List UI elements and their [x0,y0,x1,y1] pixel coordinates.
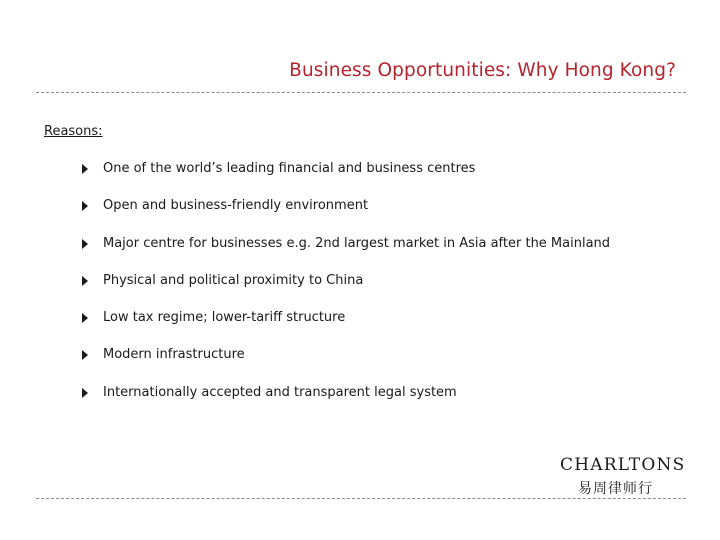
list-item [82,235,610,272]
list-item [82,272,610,309]
bullet-triangle-icon [82,313,88,323]
bullet-triangle-icon [82,201,88,211]
list-item [82,197,610,234]
logo-name-chinese: 易周律师行 [578,481,653,497]
reason-text: Modern infrastructure [103,347,245,363]
list-item [82,346,610,383]
reasons-list [82,160,610,421]
reason-text: Internationally accepted and transparent legal system [103,384,457,400]
list-item [82,160,610,197]
bottom-divider [36,498,686,499]
reason-text: Low tax regime; lower-tariff structure [103,310,346,326]
top-divider [36,92,686,93]
reason-text: Physical and political proximity to China [103,272,364,288]
bullet-triangle-icon [82,239,88,249]
bullet-triangle-icon [82,276,88,286]
logo-name: CHARLTONS [560,455,686,475]
bullet-triangle-icon [82,350,88,360]
bullet-triangle-icon [82,388,88,398]
charltons-logo [556,454,686,497]
reason-text: Major centre for businesses e.g. 2nd largest market in Asia after the Mainland [103,235,611,251]
list-item [82,309,610,346]
reasons-heading: Reasons: [44,124,103,139]
reason-text: One of the world’s leading financial and business centres [103,161,476,176]
list-item [82,384,610,421]
slide-title: Business Opportunities: Why Hong Kong? [289,60,676,81]
bullet-triangle-icon [82,164,88,174]
reason-text: Open and business-friendly environment [103,198,369,214]
